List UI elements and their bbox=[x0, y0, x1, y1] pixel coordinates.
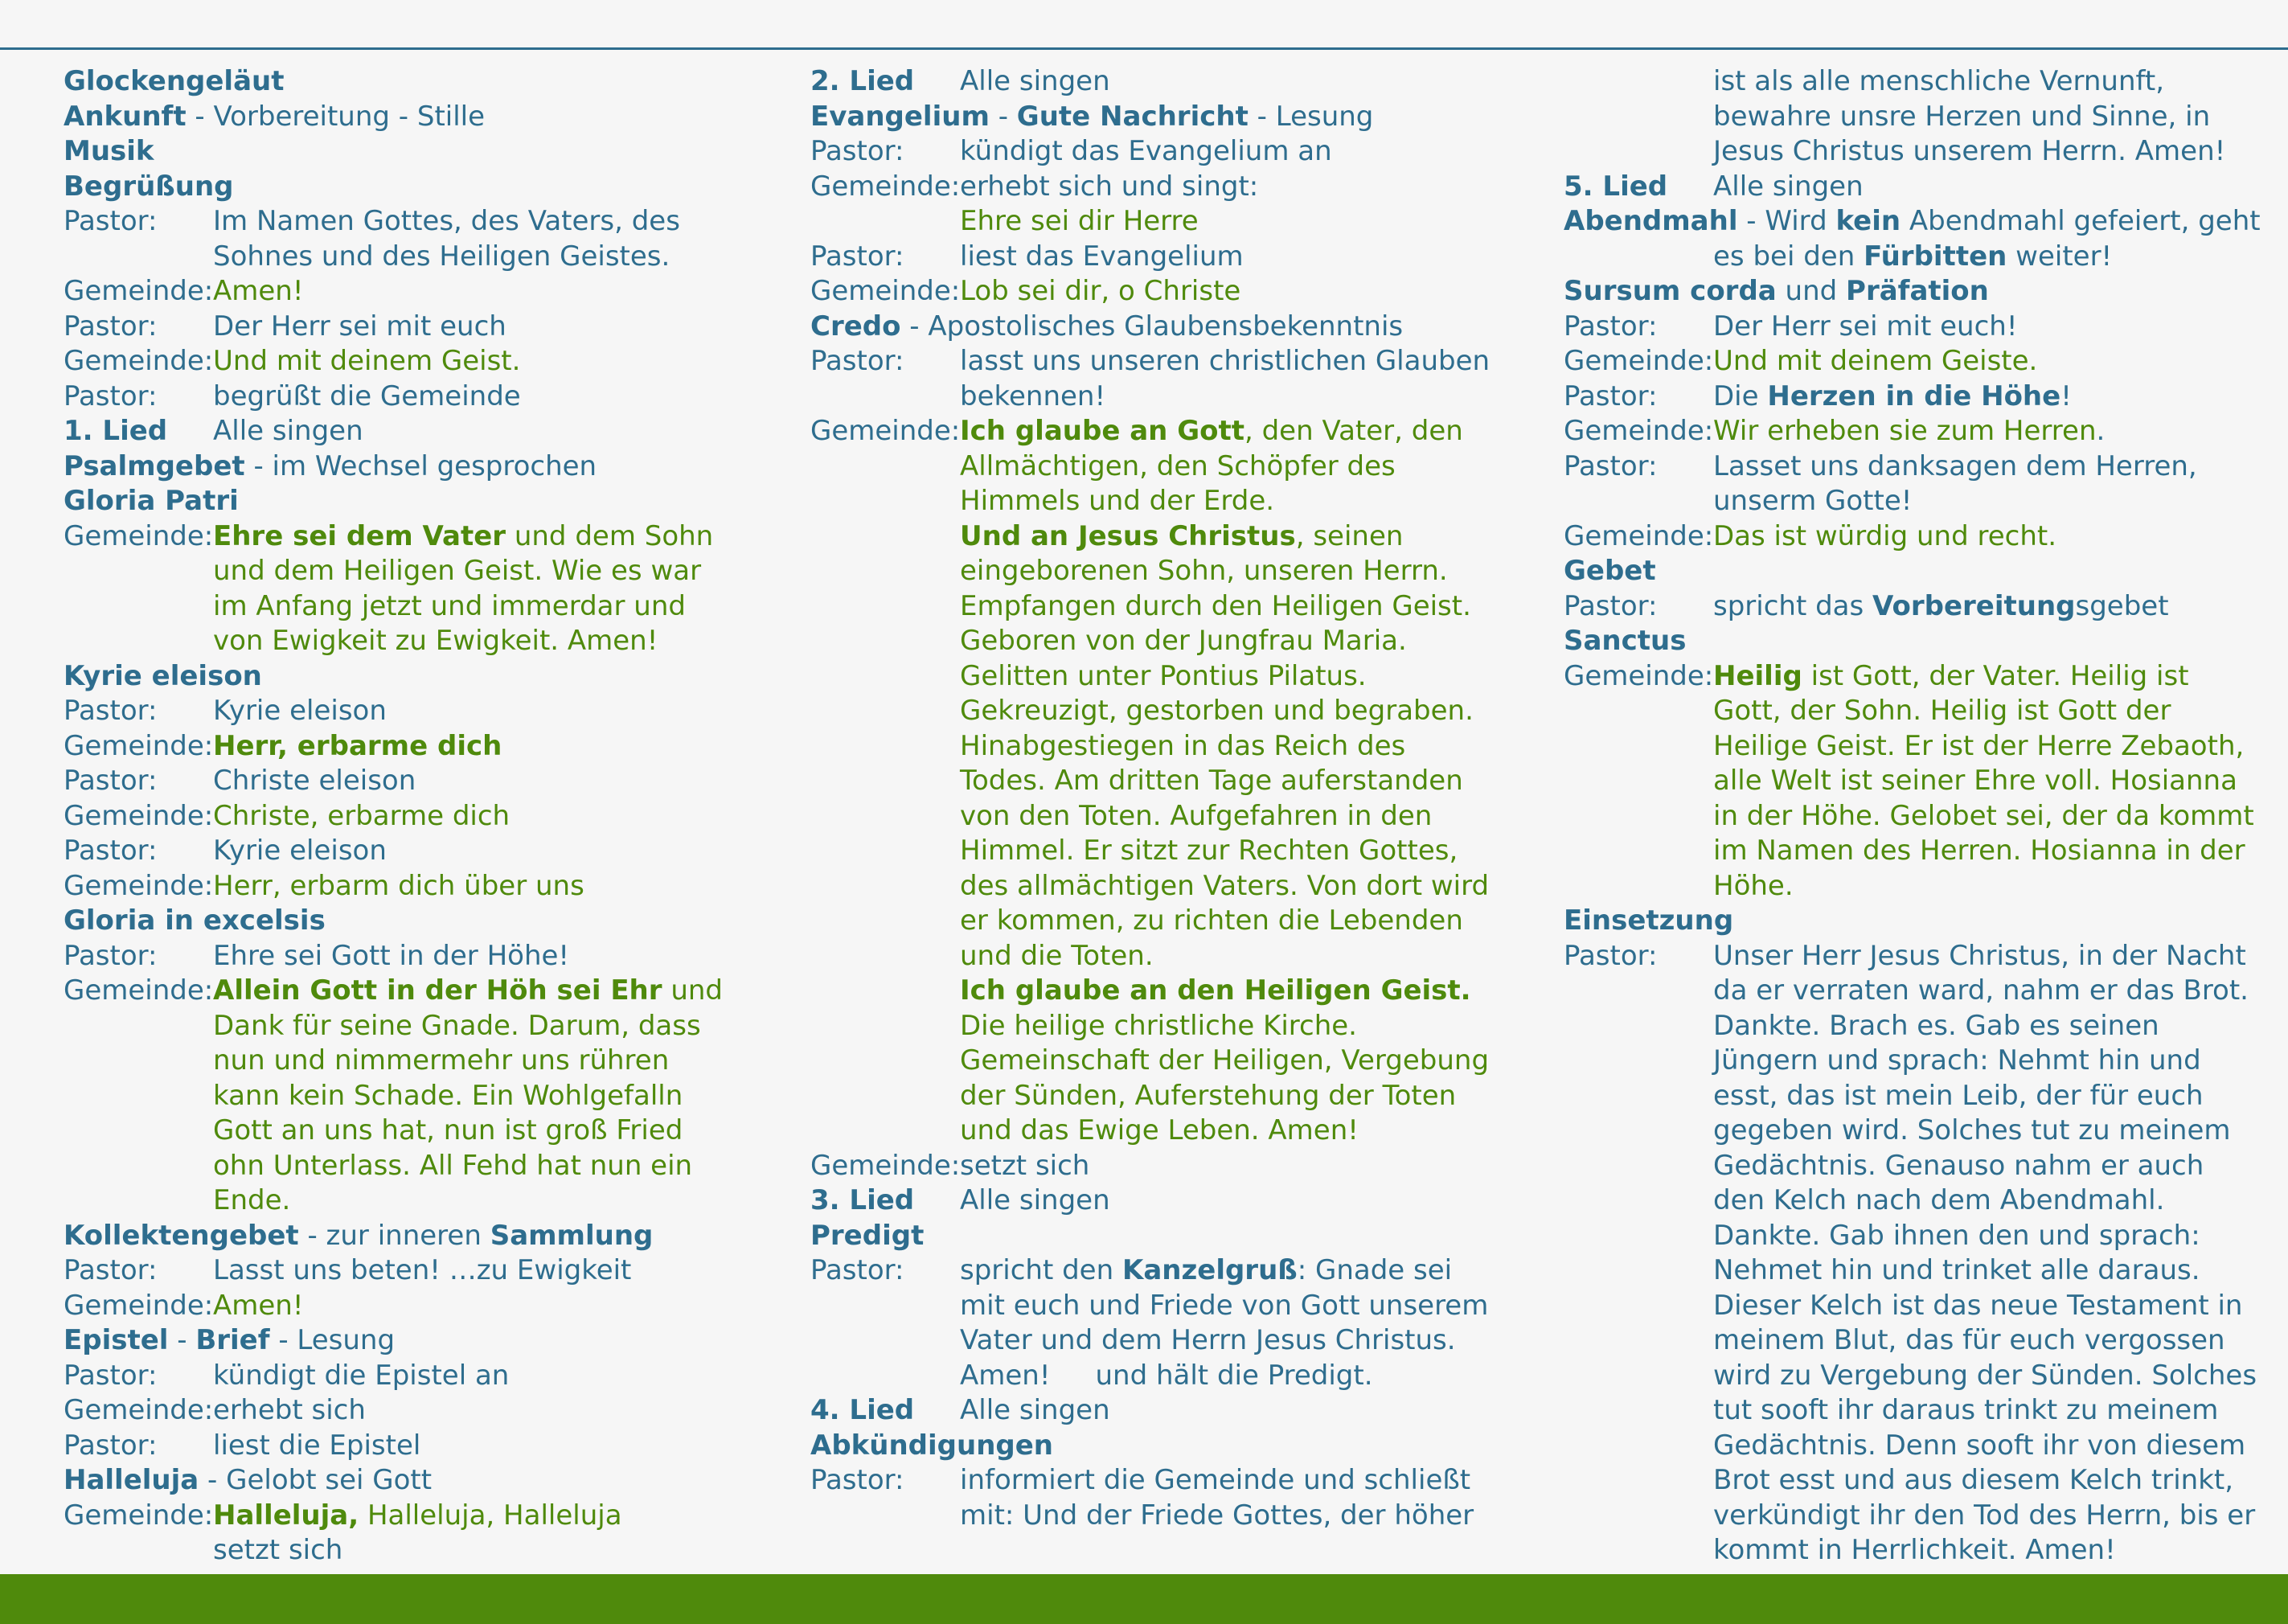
liturgy-line: Dankte. Gab ihnen den und sprach: bbox=[1713, 1219, 2200, 1252]
liturgy-line: Gemeinde:Christe, erbarme dich bbox=[64, 799, 755, 835]
liturgy-line: Todes. Am dritten Tage auferstanden bbox=[960, 765, 1463, 797]
speaker-label: Gemeinde: bbox=[1564, 345, 1714, 377]
speaker-label: Pastor: bbox=[64, 379, 158, 412]
liturgy-line: Gott an uns hat, nun ist groß Fried bbox=[213, 1114, 683, 1146]
heading-sanctus: Sanctus bbox=[1564, 625, 1687, 657]
liturgy-line: Himmel. Er sitzt zur Rechten Gottes, bbox=[960, 835, 1458, 867]
liturgy-line: Pastor: begrüßt die Gemeinde bbox=[64, 379, 755, 415]
liturgy-line: Ende. bbox=[213, 1184, 291, 1216]
liturgy-line: Allmächtigen, den Schöpfer des bbox=[960, 449, 1396, 482]
liturgy-line: Pastor: Der Herr sei mit euch bbox=[64, 310, 755, 345]
liturgy-line: mit: Und der Friede Gottes, der höher bbox=[960, 1499, 1474, 1532]
liturgy-line: kann kein Schade. Ein Wohlgefalln bbox=[213, 1079, 683, 1112]
speaker-label: Gemeinde: bbox=[1564, 659, 1714, 692]
liturgy-line: Sohnes und des Heiligen Geistes. bbox=[213, 240, 670, 273]
liturgy-line: Dank für seine Gnade. Darum, dass bbox=[213, 1009, 701, 1042]
heading-abkuendigungen: Abkündigungen bbox=[810, 1429, 1054, 1462]
liturgy-line: Himmels und der Erde. bbox=[960, 485, 1275, 517]
heading-credo: Credo - Apostolisches Glaubensbekenntnis bbox=[810, 310, 1404, 342]
liturgy-line: und dem Heiligen Geist. Wie es war bbox=[213, 555, 702, 587]
song-label: 5. Lied bbox=[1564, 170, 1668, 203]
liturgy-line: meinem Blut, das für euch vergossen bbox=[1713, 1324, 2225, 1356]
liturgy-line: Pastor: spricht das Vorbereitungsgebet bbox=[1564, 589, 2271, 625]
liturgy-line: nun und nimmermehr uns rühren bbox=[213, 1044, 670, 1077]
liturgy-line: Pastor: liest die Epistel bbox=[64, 1429, 755, 1464]
liturgy-line: Gemeinschaft der Heiligen, Vergebung bbox=[960, 1044, 1490, 1077]
liturgy-line: den Kelch nach dem Abendmahl. bbox=[1713, 1184, 2165, 1216]
speaker-label: Gemeinde: bbox=[1564, 415, 1714, 447]
liturgy-line: von Ewigkeit zu Ewigkeit. Amen! bbox=[213, 625, 658, 657]
speaker-label: Pastor: bbox=[64, 695, 158, 727]
liturgy-line: Hinabgestiegen in das Reich des bbox=[960, 729, 1406, 762]
column-1 bbox=[64, 64, 755, 1569]
liturgy-line: Empfangen durch den Heiligen Geist. bbox=[960, 589, 1471, 622]
speaker-label: Gemeinde: bbox=[64, 799, 214, 832]
heading-psalmgebet: Psalmgebet - im Wechsel gesprochen bbox=[64, 449, 597, 482]
liturgy-line: wird zu Vergebung der Sünden. Solches bbox=[1713, 1359, 2257, 1392]
liturgy-line: verkündigt ihr den Tod des Herrn, bis er bbox=[1713, 1499, 2256, 1532]
heading-epistel: Epistel - Brief - Lesung bbox=[64, 1324, 396, 1356]
liturgy-line: Gemeinde:erhebt sich bbox=[64, 1393, 755, 1429]
heading-glockengelaeut: Glockengeläut bbox=[64, 65, 285, 97]
liturgy-line: Pastor: Kyrie eleison bbox=[64, 694, 755, 729]
liturgy-line: tut sooft ihr daraus trinkt zu meinem bbox=[1713, 1394, 2219, 1426]
speaker-label: Gemeinde: bbox=[810, 170, 961, 203]
liturgy-line: Pastor: Ehre sei Gott in der Höhe! bbox=[64, 939, 755, 974]
song-label: 3. Lied bbox=[810, 1184, 915, 1216]
speaker-label: Pastor: bbox=[810, 135, 904, 167]
heading-gloria-excelsis: Gloria in excelsis bbox=[64, 904, 326, 937]
speaker-label: Gemeinde: bbox=[64, 974, 214, 1007]
speaker-label: Pastor: bbox=[810, 1254, 904, 1286]
liturgy-line: Gemeinde:Und mit deinem Geist. bbox=[64, 344, 755, 379]
top-rule bbox=[0, 47, 2288, 50]
speaker-label: Pastor: bbox=[64, 765, 158, 797]
speaker-label: Gemeinde: bbox=[64, 869, 214, 902]
speaker-label: Pastor: bbox=[810, 1464, 904, 1496]
liturgy-line: Gemeinde:Ich glaube an Gott, den Vater, den bbox=[810, 414, 1502, 449]
liturgy-line: Amen! und hält die Predigt. bbox=[960, 1359, 1373, 1392]
speaker-label: Pastor: bbox=[1564, 449, 1658, 482]
liturgy-line: Höhe. bbox=[1713, 869, 1794, 902]
liturgy-line: Brot esst und aus diesem Kelch trinkt, bbox=[1713, 1464, 2234, 1496]
speaker-label: Gemeinde: bbox=[64, 275, 214, 307]
speaker-label: Pastor: bbox=[1564, 310, 1658, 342]
heading-gloria-patri: Gloria Patri bbox=[64, 485, 239, 517]
liturgy-line: Gemeinde:setzt sich bbox=[810, 1149, 1502, 1184]
song-line: 3. Lied Alle singen bbox=[810, 1183, 1502, 1219]
liturgy-line: Die heilige christliche Kirche. bbox=[960, 1009, 1357, 1042]
speaker-label: Pastor: bbox=[64, 1429, 158, 1462]
liturgy-line: Gemeinde:Das ist würdig und recht. bbox=[1564, 519, 2271, 555]
liturgy-line: Gemeinde:Amen! bbox=[64, 1289, 755, 1324]
liturgy-line: mit euch und Friede von Gott unserem bbox=[960, 1289, 1489, 1322]
speaker-label: Gemeinde: bbox=[810, 275, 961, 307]
speaker-label: Gemeinde: bbox=[64, 729, 214, 762]
liturgy-line: Ehre sei dir Herre bbox=[960, 205, 1199, 237]
speaker-label: Pastor: bbox=[64, 835, 158, 867]
liturgy-line: von den Toten. Aufgefahren in den bbox=[960, 799, 1433, 832]
heading-abendmahl: Abendmahl - Wird kein Abendmahl gefeiert, geht bbox=[1564, 205, 2261, 237]
heading-evangelium: Evangelium - Gute Nachricht - Lesung bbox=[810, 100, 1374, 133]
column-3 bbox=[1564, 64, 2271, 1569]
liturgy-line: Gemeinde:Lob sei dir, o Christe bbox=[810, 274, 1502, 310]
heading-begruessung: Begrüßung bbox=[64, 170, 234, 203]
liturgy-line: Dieser Kelch ist das neue Testament in bbox=[1713, 1289, 2243, 1322]
liturgy-line: ist als alle menschliche Vernunft, bbox=[1713, 65, 2165, 97]
liturgy-line: Gemeinde:Allein Gott in der Höh sei Ehr und bbox=[64, 974, 755, 1009]
liturgy-line: Gott, der Sohn. Heilig ist Gott der bbox=[1713, 695, 2171, 727]
liturgy-line: eingeborenen Sohn, unseren Herrn. bbox=[960, 555, 1448, 587]
liturgy-line: kommt in Herrlichkeit. Amen! bbox=[1713, 1534, 2116, 1566]
liturgy-line: gegeben wird. Solches tut zu meinem bbox=[1713, 1114, 2231, 1146]
heading-kyrie: Kyrie eleison bbox=[64, 659, 262, 692]
heading-gebet: Gebet bbox=[1564, 555, 1656, 587]
liturgy-line: Gemeinde:Und mit deinem Geiste. bbox=[1564, 344, 2271, 379]
liturgy-line: Gemeinde:erhebt sich und singt: bbox=[810, 170, 1502, 205]
liturgy-line: Jüngern und sprach: Nehmt hin und bbox=[1713, 1044, 2201, 1077]
speaker-label: Gemeinde: bbox=[810, 1149, 961, 1182]
heading-sursum-corda: Sursum corda und Präfation bbox=[1564, 275, 1989, 307]
bottom-band bbox=[0, 1574, 2288, 1624]
liturgy-line: Und an Jesus Christus, seinen bbox=[960, 519, 1404, 552]
speaker-label: Pastor: bbox=[64, 1254, 158, 1286]
liturgy-line: im Anfang jetzt und immerdar und bbox=[213, 589, 686, 622]
heading-halleluja: Halleluja - Gelobt sei Gott bbox=[64, 1464, 433, 1496]
liturgy-line: des allmächtigen Vaters. Von dort wird bbox=[960, 869, 1490, 902]
liturgy-line: setzt sich bbox=[213, 1534, 343, 1566]
liturgy-line: Heilige Geist. Er ist der Herre Zebaoth, bbox=[1713, 729, 2245, 762]
speaker-label: Gemeinde: bbox=[1564, 519, 1714, 552]
liturgy-line: Gemeinde:Wir erheben sie zum Herren. bbox=[1564, 414, 2271, 449]
heading-kollektengebet: Kollektengebet - zur inneren Sammlung bbox=[64, 1219, 654, 1252]
speaker-label: Gemeinde: bbox=[64, 1394, 214, 1426]
heading-einsetzung: Einsetzung bbox=[1564, 904, 1734, 937]
speaker-label: Gemeinde: bbox=[64, 1499, 214, 1532]
speaker-label: Pastor: bbox=[1564, 379, 1658, 412]
liturgy-line: Gemeinde:Herr, erbarme dich bbox=[64, 729, 755, 765]
song-line: 4. Lied Alle singen bbox=[810, 1393, 1502, 1429]
liturgy-line: Gelitten unter Pontius Pilatus. bbox=[960, 659, 1367, 692]
liturgy-line: er kommen, zu richten die Lebenden bbox=[960, 904, 1463, 937]
liturgy-line: Pastor: informiert die Gemeinde und schließt bbox=[810, 1463, 1502, 1499]
liturgy-line: Gemeinde:Halleluja, Halleluja, Halleluja bbox=[64, 1499, 755, 1534]
liturgy-line: Geboren von der Jungfrau Maria. bbox=[960, 625, 1407, 657]
liturgy-line: alle Welt ist seiner Ehre voll. Hosianna bbox=[1713, 765, 2237, 797]
liturgy-line: Pastor: spricht den Kanzelgruß: Gnade sei bbox=[810, 1253, 1502, 1289]
speaker-label: Pastor: bbox=[64, 205, 158, 237]
song-line: 2. Lied Alle singen bbox=[810, 64, 1502, 100]
speaker-label: Gemeinde: bbox=[810, 415, 961, 447]
liturgy-line: Pastor: Der Herr sei mit euch! bbox=[1564, 310, 2271, 345]
liturgy-line: in der Höhe. Gelobet sei, der da kommt bbox=[1713, 799, 2254, 832]
liturgy-line: Pastor: Lasst uns beten! …zu Ewigkeit bbox=[64, 1253, 755, 1289]
liturgy-line: Nehmet hin und trinket alle daraus. bbox=[1713, 1254, 2200, 1286]
song-label: 1. Lied bbox=[64, 415, 168, 447]
liturgy-line: Pastor: Die Herzen in die Höhe! bbox=[1564, 379, 2271, 415]
song-label: 2. Lied bbox=[810, 65, 915, 97]
liturgy-line: Pastor: lasst uns unseren christlichen Glauben bbox=[810, 344, 1502, 379]
speaker-label: Pastor: bbox=[1564, 589, 1658, 622]
song-label: 4. Lied bbox=[810, 1394, 915, 1426]
liturgy-line: der Sünden, Auferstehung der Toten bbox=[960, 1079, 1457, 1112]
liturgy-line: Pastor: Christe eleison bbox=[64, 764, 755, 799]
heading-musik: Musik bbox=[64, 135, 154, 167]
liturgy-line: bewahre unsre Herzen und Sinne, in bbox=[1713, 100, 2211, 133]
speaker-label: Gemeinde: bbox=[64, 1289, 214, 1322]
liturgy-line: Pastor: kündigt die Epistel an bbox=[64, 1359, 755, 1394]
liturgy-line: Pastor: Lasset uns danksagen dem Herren, bbox=[1564, 449, 2271, 485]
speaker-label: Pastor: bbox=[1564, 939, 1658, 972]
speaker-label: Gemeinde: bbox=[64, 345, 214, 377]
liturgy-line: Gemeinde:Herr, erbarm dich über uns bbox=[64, 869, 755, 904]
speaker-label: Pastor: bbox=[810, 240, 904, 273]
liturgy-line: da er verraten ward, nahm er das Brot. bbox=[1713, 974, 2249, 1007]
liturgy-line: unserm Gotte! bbox=[1713, 485, 1913, 517]
liturgy-line: Pastor: kündigt das Evangelium an bbox=[810, 134, 1502, 170]
liturgy-line: Gekreuzigt, gestorben und begraben. bbox=[960, 695, 1474, 727]
speaker-label: Gemeinde: bbox=[64, 519, 214, 552]
liturgy-line: es bei den Fürbitten weiter! bbox=[1713, 240, 2113, 273]
speaker-label: Pastor: bbox=[810, 345, 904, 377]
song-line: 5. Lied Alle singen bbox=[1564, 170, 2271, 205]
speaker-label: Pastor: bbox=[64, 310, 158, 342]
liturgy-line: Ich glaube an den Heiligen Geist. bbox=[960, 974, 1471, 1007]
liturgy-line: Gemeinde:Heilig ist Gott, der Vater. Heilig ist bbox=[1564, 659, 2271, 695]
liturgy-line: Gedächtnis. Denn sooft ihr von diesem bbox=[1713, 1429, 2246, 1462]
song-line: 1. Lied Alle singen bbox=[64, 414, 755, 449]
column-2 bbox=[810, 64, 1502, 1533]
liturgy-line: ohn Unterlass. All Fehd hat nun ein bbox=[213, 1149, 693, 1182]
speaker-label: Pastor: bbox=[64, 939, 158, 972]
liturgy-line: und die Toten. bbox=[960, 939, 1154, 972]
liturgy-line: Vater und dem Herrn Jesus Christus. bbox=[960, 1324, 1456, 1356]
liturgy-line: Gedächtnis. Genauso nahm er auch bbox=[1713, 1149, 2204, 1182]
liturgy-line: Pastor: liest das Evangelium bbox=[810, 240, 1502, 275]
liturgy-line: Pastor: Unser Herr Jesus Christus, in der Nacht bbox=[1564, 939, 2271, 974]
liturgy-line: Pastor: Kyrie eleison bbox=[64, 834, 755, 869]
liturgy-line: bekennen! bbox=[960, 379, 1106, 412]
liturgy-line: Pastor: Im Namen Gottes, des Vaters, des bbox=[64, 204, 755, 240]
liturgy-line: Gemeinde:Ehre sei dem Vater und dem Sohn bbox=[64, 519, 755, 555]
liturgy-line: esst, das ist mein Leib, der für euch bbox=[1713, 1079, 2204, 1112]
liturgy-line: Jesus Christus unserem Herrn. Amen! bbox=[1713, 135, 2226, 167]
heading-ankunft: Ankunft - Vorbereitung - Stille bbox=[64, 100, 486, 133]
liturgy-line: im Namen des Herren. Hosianna in der bbox=[1713, 835, 2245, 867]
heading-predigt: Predigt bbox=[810, 1219, 925, 1252]
liturgy-line: Gemeinde:Amen! bbox=[64, 274, 755, 310]
liturgy-line: und das Ewige Leben. Amen! bbox=[960, 1114, 1359, 1146]
speaker-label: Pastor: bbox=[64, 1359, 158, 1392]
liturgy-line: Dankte. Brach es. Gab es seinen bbox=[1713, 1009, 2159, 1042]
